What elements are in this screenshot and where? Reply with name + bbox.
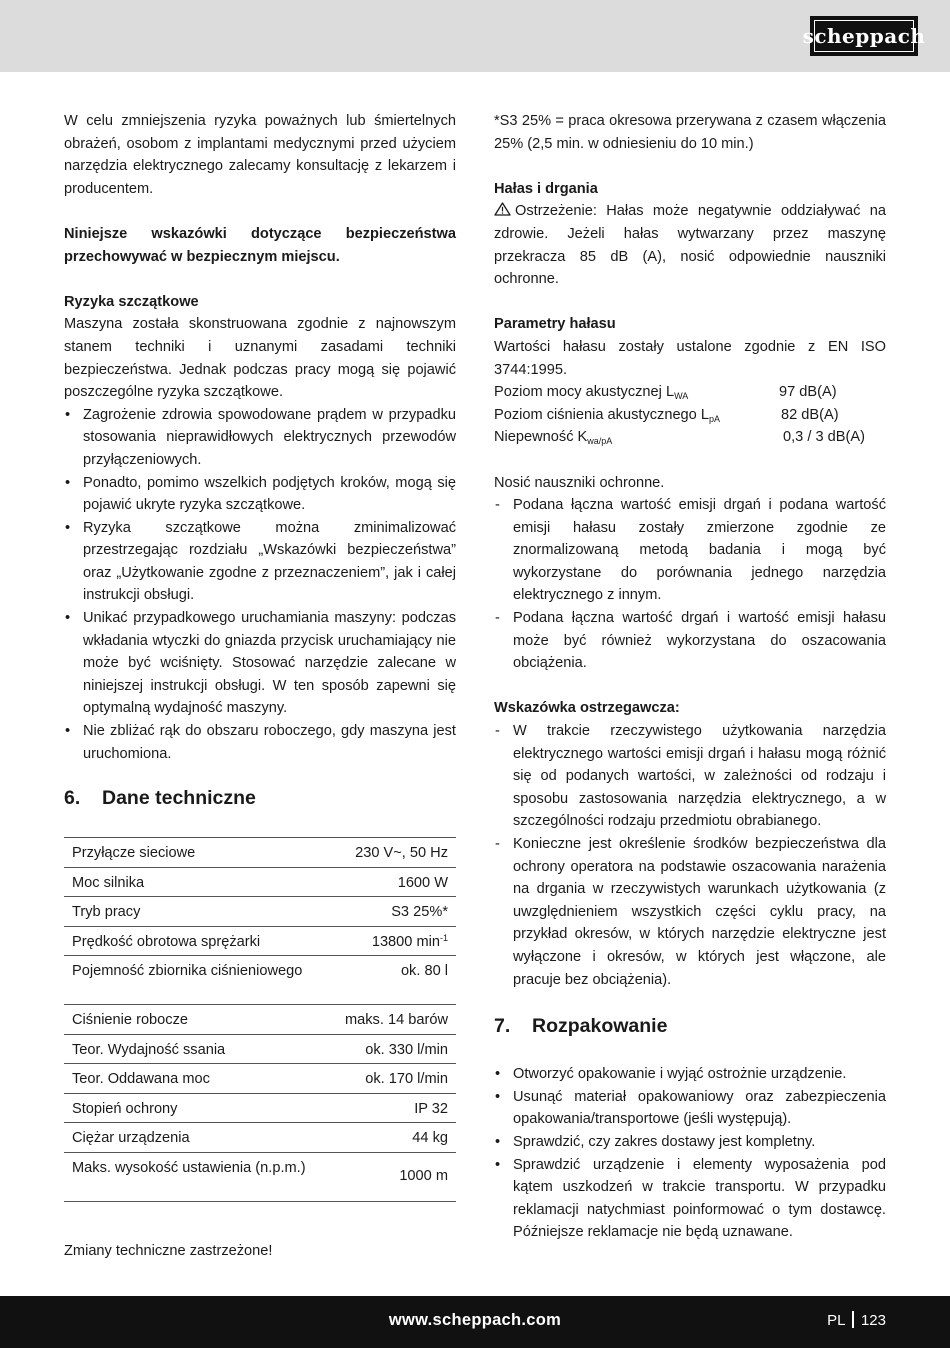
noise-warning: Ostrzeżenie: Hałas może negatywnie oddziaływać na zdrowie. Jeżeli hałas wytwarzany przez maszynę przekracza 85 dB (A), nosić odpowiednie nauszniki ochronne. bbox=[494, 203, 886, 288]
list-item: • Sprawdzić urządzenie i elementy wyposażenia pod kątem uszkodzeń w trakcie transportu. W przypadku reklamacji natychmiast poinformować o tym dostawcę. Późniejsze reklamacje nie będą uznawane. bbox=[495, 1156, 886, 1241]
section-7-heading: 7. Rozpakowanie bbox=[494, 1015, 668, 1038]
table-row: Prędkość obrotowa sprężarki 13800 $\min^{-1}$ bbox=[64, 926, 456, 956]
technical-data-table bbox=[64, 837, 456, 1202]
emission-list bbox=[494, 494, 886, 675]
noise-row: Niepewność $K_{wa/pA}$ 0,3 / 3 dB(A) bbox=[494, 429, 865, 447]
divider bbox=[852, 1311, 854, 1328]
list-item: - W trakcie rzeczywistego użytkowania narzędzia elektrycznego wartości emisji drgań i hałasu mogą różnić się od podanych wartości, w zależności od rodzaju i sposobu zastosowania narzędzia elektrycznego, a w szczególności rodzaju przedmiotu obrabianego. bbox=[495, 723, 886, 830]
table-row: Moc silnika 1600 W bbox=[64, 867, 456, 897]
list-item: • Otworzyć opakowanie i wyjąć ostrożnie urządzenie. bbox=[495, 1066, 847, 1083]
noise-parameters-text: Wartości hałasu zostały ustalone zgodnie z EN ISO 3744:1995. bbox=[494, 338, 886, 378]
table-row: Teor. Wydajność ssania ok. 330 l/min bbox=[64, 1034, 456, 1064]
section-6-heading: 6. Dane techniczne bbox=[64, 787, 256, 810]
caution-heading: Wskazówka ostrzegawcza: bbox=[494, 700, 680, 717]
list-item: • Nie zbliżać rąk do obszaru roboczego, gdy maszyna jest uruchomiona. bbox=[65, 723, 456, 762]
list-item: • Ponadto, pomimo wszelkich podjętych kroków, mogą się pojawić ukryte ryzyka szczątkowe. bbox=[65, 474, 456, 514]
ear-protection-note: Nosić nauszniki ochronne. bbox=[494, 474, 665, 491]
warning-triangle-icon bbox=[494, 202, 511, 216]
noise-row: Poziom mocy akustycznej $L_{WA}$ 97 dB(A) bbox=[494, 384, 837, 402]
list-item: • Zagrożenie zdrowia spowodowane prądem w przypadku stosowania nieprawidłowych elektrycznych przewodów przyłączeniowych. bbox=[65, 406, 456, 468]
left-column bbox=[64, 110, 456, 1262]
table-row: Maks. wysokość ustawienia (n.p.m.) 1000 m bbox=[64, 1152, 456, 1201]
footer-band bbox=[0, 1296, 950, 1348]
table-row: Przyłącze sieciowe 230 V~, 50 Hz bbox=[64, 838, 456, 868]
unpacking-list bbox=[494, 1063, 886, 1244]
list-item: • Usunąć materiał opakowaniowy oraz zabezpieczenia opakowania/transportowe (jeśli występują). bbox=[495, 1088, 886, 1128]
s3-footnote: *S3 25% = praca okresowa przerywana z czasem włączenia 25% (2,5 min. w odniesieniu do 10 min.) bbox=[494, 113, 886, 152]
residual-risks-heading: Ryzyka szczątkowe bbox=[64, 293, 199, 310]
intro-paragraph: W celu zmniejszenia ryzyka poważnych lub śmiertelnych obrażeń, osobom z implantami medycznymi przed użyciem narzędzia elektrycznego zalecamy konsultację z lekarzem i producentem. bbox=[64, 113, 456, 197]
brand-logo bbox=[802, 16, 926, 56]
page-indicator bbox=[827, 1311, 886, 1329]
list-item: • Ryzyka szczątkowe można zminimalizować przestrzegając rozdziału „Wskazówki bezpieczeństwa” oraz „Użytkowanie zgodne z przeznaczeniem”, jak i całej instrukcji obsługi. bbox=[65, 519, 456, 604]
list-item: • Unikać przypadkowego uruchamiania maszyny: podczas wkładania wtyczki do gniazda przycisk uruchamiający nie może być wciśnięty. Stosować narzędzie zalecane w niniejszej instrukcji obsługi. W ten sposób zapewni się optymalną wydajność maszyny. bbox=[65, 610, 456, 717]
residual-risks-text: Maszyna została skonstruowana zgodnie z najnowszym stanem techniki i uznanymi zasadami techniki bezpieczeństwa. Jednak podczas pracy mogą się pojawić poszczególne ryzyka szczątkowe. bbox=[64, 316, 456, 401]
right-column bbox=[494, 110, 886, 1244]
table-row: Stopień ochrony IP 32 bbox=[64, 1093, 456, 1123]
list-item: - Konieczne jest określenie środków bezpieczeństwa dla ochrony operatora na podstawie oszacowania narażenia na drgania w rzeczywistych warunkach użytkowania (z uwzględnieniem wszystkich części cyklu pracy, na przykład okresów, w których narzędzie elektryczne jest wyłączone i okresów, w których jest włączone, ale pracuje bez obciążenia). bbox=[495, 836, 886, 988]
noise-vibration-heading: Hałas i drgania bbox=[494, 180, 598, 197]
brand-logo-text: scheppach bbox=[814, 20, 914, 52]
table-row: Tryb pracy S3 25%* bbox=[64, 897, 456, 927]
table-row: Ciśnienie robocze maks. 14 barów bbox=[64, 1005, 456, 1035]
noise-parameters-heading: Parametry hałasu bbox=[494, 316, 616, 333]
list-item: - Podana łączna wartość emisji drgań i podana wartość emisji hałasu zostały zmierzone zgodnie ze znormalizowaną metodą badania i mogą być wykorzystane do porównania jednego narzędzia elektrycznego z innym. bbox=[495, 497, 886, 604]
page-number: 123 bbox=[860, 1312, 886, 1329]
footer-url[interactable]: www.scheppach.com bbox=[388, 1311, 562, 1329]
table-row: Teor. Oddawana moc ok. 170 l/min bbox=[64, 1064, 456, 1094]
noise-values bbox=[494, 381, 886, 449]
language-code: PL bbox=[827, 1312, 846, 1329]
caution-list bbox=[494, 720, 886, 991]
keep-instructions-note: Niniejsze wskazówki dotyczące bezpieczeństwa przechowywać w bezpiecznym miejscu. bbox=[64, 225, 456, 265]
list-item: - Podana łączna wartość drgań i wartość emisji hałasu może być również wykorzystana do oszacowania obciążenia. bbox=[495, 610, 886, 672]
table-row: Pojemność zbiornika ciśnieniowego ok. 80 l bbox=[64, 956, 456, 1005]
table-row: Ciężar urządzenia 44 kg bbox=[64, 1123, 456, 1153]
list-item: • Sprawdzić, czy zakres dostawy jest kompletny. bbox=[495, 1133, 816, 1150]
noise-row: Poziom ciśnienia akustycznego $L_{pA}$ 82 dB(A) bbox=[494, 406, 839, 424]
technical-changes-note: Zmiany techniczne zastrzeżone! bbox=[64, 1242, 273, 1259]
residual-risks-list bbox=[64, 404, 456, 766]
